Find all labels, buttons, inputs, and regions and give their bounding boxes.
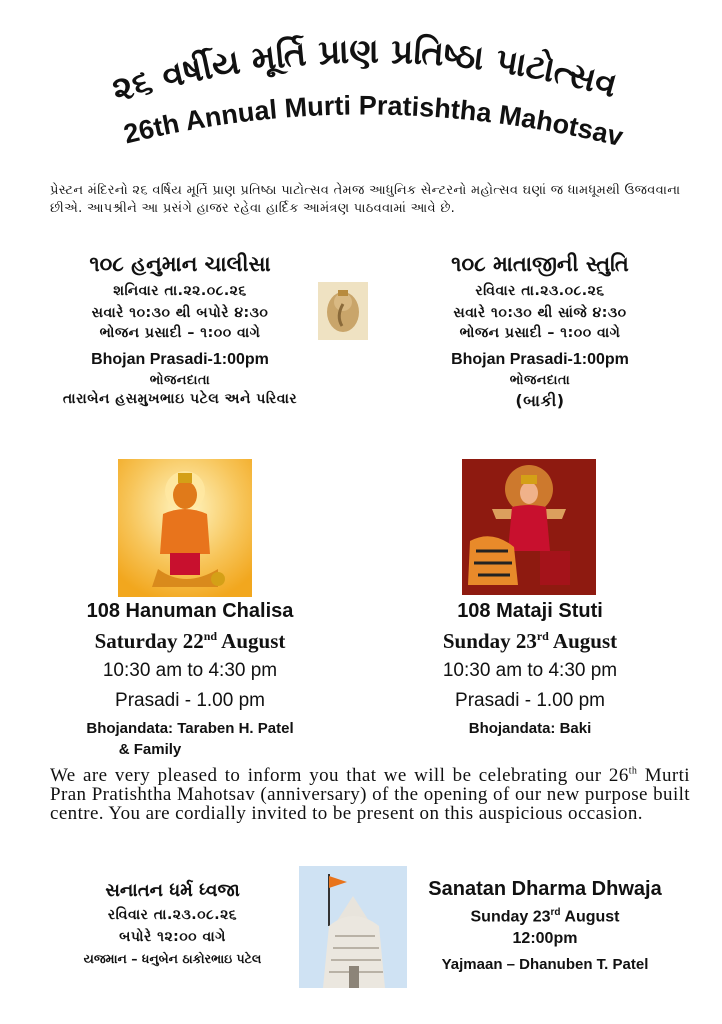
right-event-english bbox=[390, 600, 670, 737]
dhwaja-g-time: બપોરે ૧૨:૦૦ વાગે bbox=[119, 929, 226, 945]
dhwaja-g-yajmaan: યજમાન – ધનુબેન ઠાકોરભાઇ પટેલ bbox=[83, 951, 262, 966]
right-en-time: 10:30 am to 4:30 pm bbox=[442, 660, 618, 681]
invitation-paragraph bbox=[50, 766, 690, 823]
dhwaja-gujarati bbox=[50, 880, 295, 967]
title-english: 26th Annual Murti Pratishtha Mahotsav bbox=[120, 90, 626, 153]
right-en-day: Sunday 23 bbox=[442, 629, 537, 653]
right-g-date: રવિવાર તા.૨૩.૦૮.૨૬ bbox=[475, 283, 605, 299]
durga-image bbox=[462, 459, 596, 595]
left-en-time: 10:30 am to 4:30 pm bbox=[102, 660, 278, 681]
right-en-day-sup: rd bbox=[536, 629, 549, 643]
right-en-date bbox=[390, 629, 670, 654]
paragraph-part-1: We are very pleased to inform you that we will be celebrating our 26 bbox=[50, 765, 629, 786]
right-en-bhojandata: Bhojandata: Baki bbox=[468, 720, 592, 737]
left-en-month: August bbox=[221, 629, 286, 653]
ganesh-image bbox=[318, 282, 368, 340]
right-g-bhojandata: (બાકી) bbox=[515, 391, 565, 410]
right-en-prasadi: Prasadi - 1.00 pm bbox=[455, 690, 605, 711]
left-en-date bbox=[50, 629, 330, 654]
left-g-date: શનિવાર તા.૨૨.૦૮.૨૬ bbox=[113, 283, 247, 299]
left-g-bhojandata-label: ભોજનદાતા bbox=[149, 373, 211, 388]
dhwaja-en-date bbox=[410, 907, 680, 926]
left-g-title: ૧૦૮ હનુમાન ચાલીસા bbox=[89, 252, 271, 276]
left-en-bhojandata: Bhojandata: Taraben H. Patel bbox=[86, 720, 294, 737]
dhwaja-en-time: 12:00pm bbox=[512, 930, 578, 948]
hanuman-image bbox=[118, 459, 252, 597]
right-en-bhojan: Bhojan Prasadi-1:00pm bbox=[451, 351, 629, 368]
title-gujarati: ૨૬ વર્ષીય મૂર્તિ પ્રાણ પ્રતિષ્ઠા પાટોત્સવ bbox=[107, 31, 622, 111]
right-en-month: August bbox=[552, 629, 618, 653]
paragraph-part-2: Murti Pran Pratishtha Mahotsav (anniversary) of the opening of our new purpose built centre. You are cordially invited to be present on this auspicious occasion. bbox=[50, 765, 690, 824]
right-en-title: 108 Mataji Stuti bbox=[457, 600, 603, 622]
right-g-prasadi: ભોજન પ્રસાદી – ૧:૦૦ વાગે bbox=[459, 325, 621, 341]
dhwaja-en-month: August bbox=[564, 908, 620, 926]
left-event-english bbox=[50, 600, 330, 758]
left-en-bhojandata-2: & Family bbox=[118, 741, 182, 758]
dhwaja-en-title: Sanatan Dharma Dhwaja bbox=[428, 878, 662, 900]
left-en-day: Saturday 22 bbox=[94, 629, 204, 653]
dhwaja-en-day-sup: rd bbox=[550, 907, 561, 918]
left-en-day-sup: nd bbox=[203, 629, 218, 643]
left-en-title: 108 Hanuman Chalisa bbox=[86, 600, 294, 622]
left-g-bhojandata: તારાબેન હસમુખભાઇ પટેલ અને પરિવાર bbox=[62, 391, 298, 407]
right-g-title: ૧૦૮ માતાજીની સ્તુતિ bbox=[451, 252, 629, 276]
dhwaja-en-yajmaan: Yajmaan – Dhanuben T. Patel bbox=[441, 956, 649, 974]
right-g-time: સવારે ૧૦:૩૦ થી સાંજે ૪:૩૦ bbox=[453, 305, 627, 321]
left-event-gujarati bbox=[40, 252, 320, 407]
left-g-prasadi: ભોજન પ્રસાદી – ૧:૦૦ વાગે bbox=[99, 325, 261, 341]
right-event-gujarati bbox=[395, 252, 685, 411]
dhwaja-g-date: રવિવાર તા.૨૩.૦૮.૨૬ bbox=[107, 907, 238, 923]
paragraph-sup: th bbox=[628, 765, 638, 777]
dhwaja-g-title: સનાતન ધર્મ ધ્વજા bbox=[105, 880, 240, 901]
left-en-prasadi: Prasadi - 1.00 pm bbox=[115, 690, 265, 711]
title-banner bbox=[0, 0, 722, 180]
left-en-bhojan: Bhojan Prasadi-1:00pm bbox=[91, 351, 269, 368]
dhwaja-english bbox=[410, 878, 680, 973]
right-g-bhojandata-label: ભોજનદાતા bbox=[509, 373, 571, 388]
dhwaja-en-day: Sunday 23 bbox=[470, 908, 551, 926]
left-g-time: સવારે ૧૦:૩૦ થી બપોરે ૪:૩૦ bbox=[91, 305, 269, 321]
intro-gujarati: પ્રેસ્ટન મંદિરનો ૨૬ વર્ષિય મૂર્તિ પ્રાણ પ્રતિષ્ઠા પાટોત્સવ તેમજ આધુનિક સેન્ટરનો મહોત્સવ ઘણાં જ ધામધૂમથી ઉજવવાના છીએ. આપશ્રીને આ પ્રસંગે હાજર રહેવા હાર્દિક આમંત્રણ પાઠવવામાં આવે છે. bbox=[50, 183, 681, 216]
temple-image bbox=[299, 866, 407, 988]
